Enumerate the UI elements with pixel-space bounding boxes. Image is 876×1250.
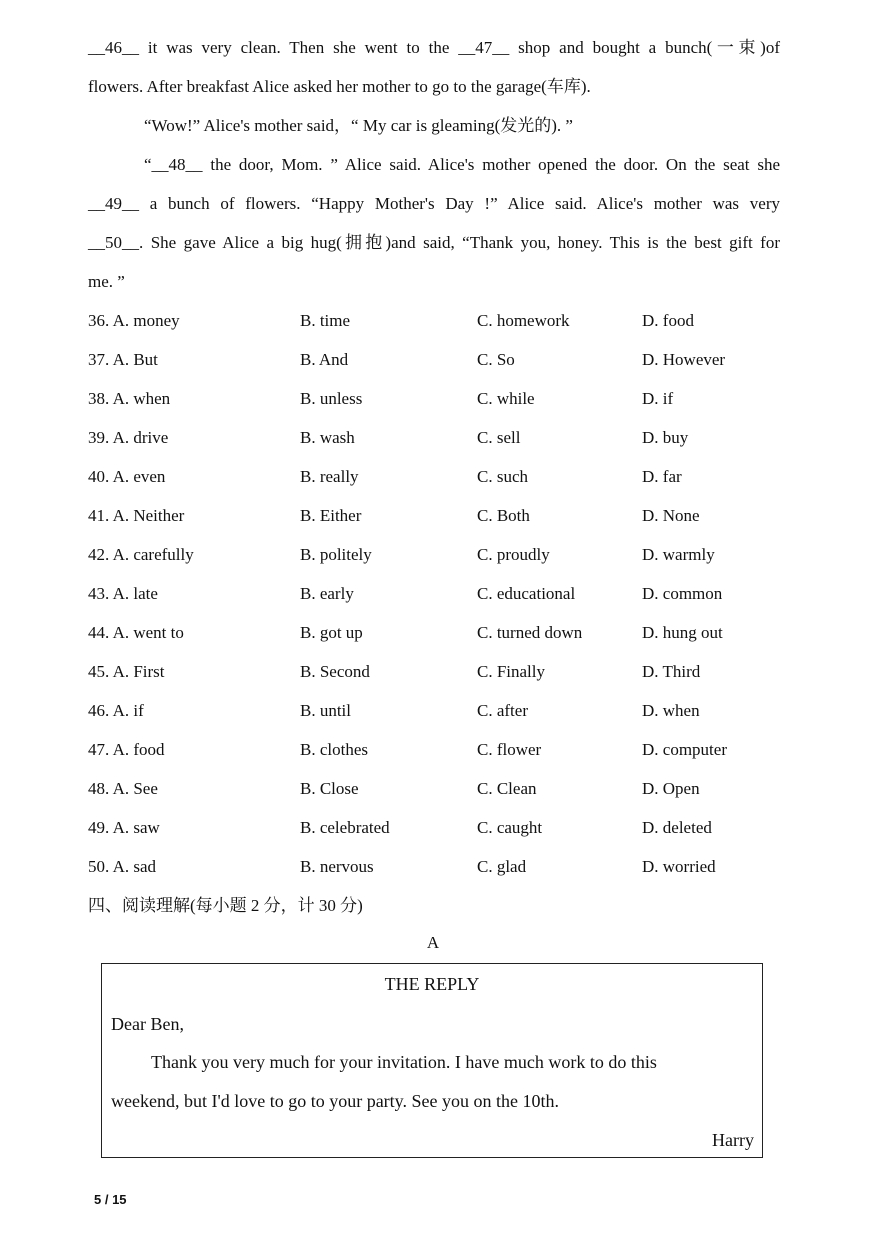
option-row — [0, 388, 876, 412]
option-b: B. time — [300, 311, 351, 330]
option-b: B. politely — [300, 545, 372, 564]
option-d: D. However — [642, 350, 726, 369]
option-d: D. Open — [642, 779, 700, 798]
option-row — [0, 622, 876, 646]
option-row — [0, 544, 876, 568]
option-b: B. nervous — [300, 857, 374, 876]
option-c: C. while — [477, 389, 535, 408]
passage-line: me. ” — [88, 272, 125, 291]
option-c: C. homework — [477, 311, 570, 330]
option-d: D. far — [642, 467, 682, 486]
question-number: 37. — [88, 350, 110, 369]
option-b: B. Close — [300, 779, 359, 798]
question-number: 42. — [88, 545, 110, 564]
reply-body-line: Thank you very much for your invitation. I have much work to do this — [151, 1052, 657, 1072]
option-b: B. unless — [300, 389, 363, 408]
option-b: B. celebrated — [300, 818, 390, 837]
option-d: D. hung out — [642, 623, 723, 642]
passage-line: __49__ a bunch of flowers. “Happy Mother's Day !” Alice said. Alice's mother was very — [88, 194, 780, 213]
question-number: 43. — [88, 584, 110, 603]
option-c: C. Both — [477, 506, 530, 525]
page-number: 5 / 15 — [94, 1192, 127, 1207]
question-number: 49. — [88, 818, 110, 837]
option-d: D. food — [642, 311, 694, 330]
reply-body-line: weekend, but I'd love to go to your party. See you on the 10th. — [111, 1091, 559, 1111]
option-c: C. caught — [477, 818, 543, 837]
question-number: 41. — [88, 506, 110, 525]
option-c: C. such — [477, 467, 528, 486]
option-a: A. money — [112, 311, 180, 330]
option-c: C. proudly — [477, 545, 550, 564]
option-c: C. Finally — [477, 662, 546, 681]
question-number: 44. — [88, 623, 110, 642]
option-a: A. carefully — [112, 545, 194, 564]
option-d: D. worried — [642, 857, 716, 876]
question-number: 40. — [88, 467, 110, 486]
option-b: B. Second — [300, 662, 370, 681]
question-number: 38. — [88, 389, 110, 408]
option-c: C. educational — [477, 584, 576, 603]
option-b: B. got up — [300, 623, 363, 642]
option-row — [0, 700, 876, 724]
reply-greeting: Dear Ben, — [111, 1014, 184, 1034]
option-c: C. after — [477, 701, 528, 720]
option-a: A. drive — [112, 428, 169, 447]
option-b: B. clothes — [300, 740, 368, 759]
option-b: B. until — [300, 701, 352, 720]
option-c: C. glad — [477, 857, 527, 876]
section-heading: 四、阅读理解(每小题 2 分，计 30 分) — [88, 896, 363, 915]
option-b: B. Either — [300, 506, 362, 525]
option-b: B. really — [300, 467, 359, 486]
option-row — [0, 817, 876, 841]
option-d: D. common — [642, 584, 723, 603]
option-d: D. warmly — [642, 545, 715, 564]
question-number: 50. — [88, 857, 110, 876]
passage-line: flowers. After breakfast Alice asked her mother to go to the garage(车库). — [88, 77, 591, 96]
passage-line: “__48__ the door, Mom. ” Alice said. Alice's mother opened the door. On the seat she — [144, 155, 780, 174]
option-row — [0, 349, 876, 373]
option-row — [0, 739, 876, 763]
option-d: D. None — [642, 506, 700, 525]
option-a: A. But — [112, 350, 158, 369]
option-d: D. when — [642, 701, 700, 720]
option-a: A. if — [112, 701, 144, 720]
option-row — [0, 310, 876, 334]
passage-label: A — [426, 933, 440, 952]
option-c: C. flower — [477, 740, 542, 759]
option-row — [0, 583, 876, 607]
option-a: A. See — [112, 779, 158, 798]
question-number: 48. — [88, 779, 110, 798]
option-d: D. if — [642, 389, 674, 408]
question-number: 45. — [88, 662, 110, 681]
option-row — [0, 778, 876, 802]
option-a: A. sad — [112, 857, 157, 876]
option-b: B. early — [300, 584, 354, 603]
question-number: 36. — [88, 311, 110, 330]
option-a: A. Neither — [112, 506, 185, 525]
option-a: A. late — [112, 584, 158, 603]
option-a: A. food — [112, 740, 165, 759]
option-a: A. when — [112, 389, 171, 408]
option-b: B. And — [300, 350, 349, 369]
option-row — [0, 466, 876, 490]
question-number: 47. — [88, 740, 110, 759]
option-c: C. Clean — [477, 779, 537, 798]
option-d: D. Third — [642, 662, 701, 681]
option-c: C. sell — [477, 428, 521, 447]
option-d: D. deleted — [642, 818, 712, 837]
option-a: A. saw — [112, 818, 160, 837]
option-a: A. went to — [112, 623, 184, 642]
option-c: C. So — [477, 350, 515, 369]
option-a: A. First — [112, 662, 165, 681]
passage-line: __50__. She gave Alice a big hug(拥抱)and said, “Thank you, honey. This is the best gift for — [88, 233, 780, 252]
option-b: B. wash — [300, 428, 355, 447]
option-row — [0, 661, 876, 685]
option-row — [0, 427, 876, 451]
option-row — [0, 856, 876, 880]
reply-box — [101, 963, 763, 1158]
reply-signature: Harry — [712, 1130, 754, 1150]
option-c: C. turned down — [477, 623, 583, 642]
passage-line: __46__ it was very clean. Then she went to the __47__ shop and bought a bunch(一束)of — [88, 38, 780, 57]
question-number: 39. — [88, 428, 110, 447]
option-row — [0, 505, 876, 529]
option-d: D. buy — [642, 428, 689, 447]
passage-line: “Wow!” Alice's mother said，“ My car is gleaming(发光的). ” — [144, 116, 573, 135]
option-d: D. computer — [642, 740, 727, 759]
option-a: A. even — [112, 467, 166, 486]
question-number: 46. — [88, 701, 110, 720]
reply-title: THE REPLY — [384, 974, 480, 994]
